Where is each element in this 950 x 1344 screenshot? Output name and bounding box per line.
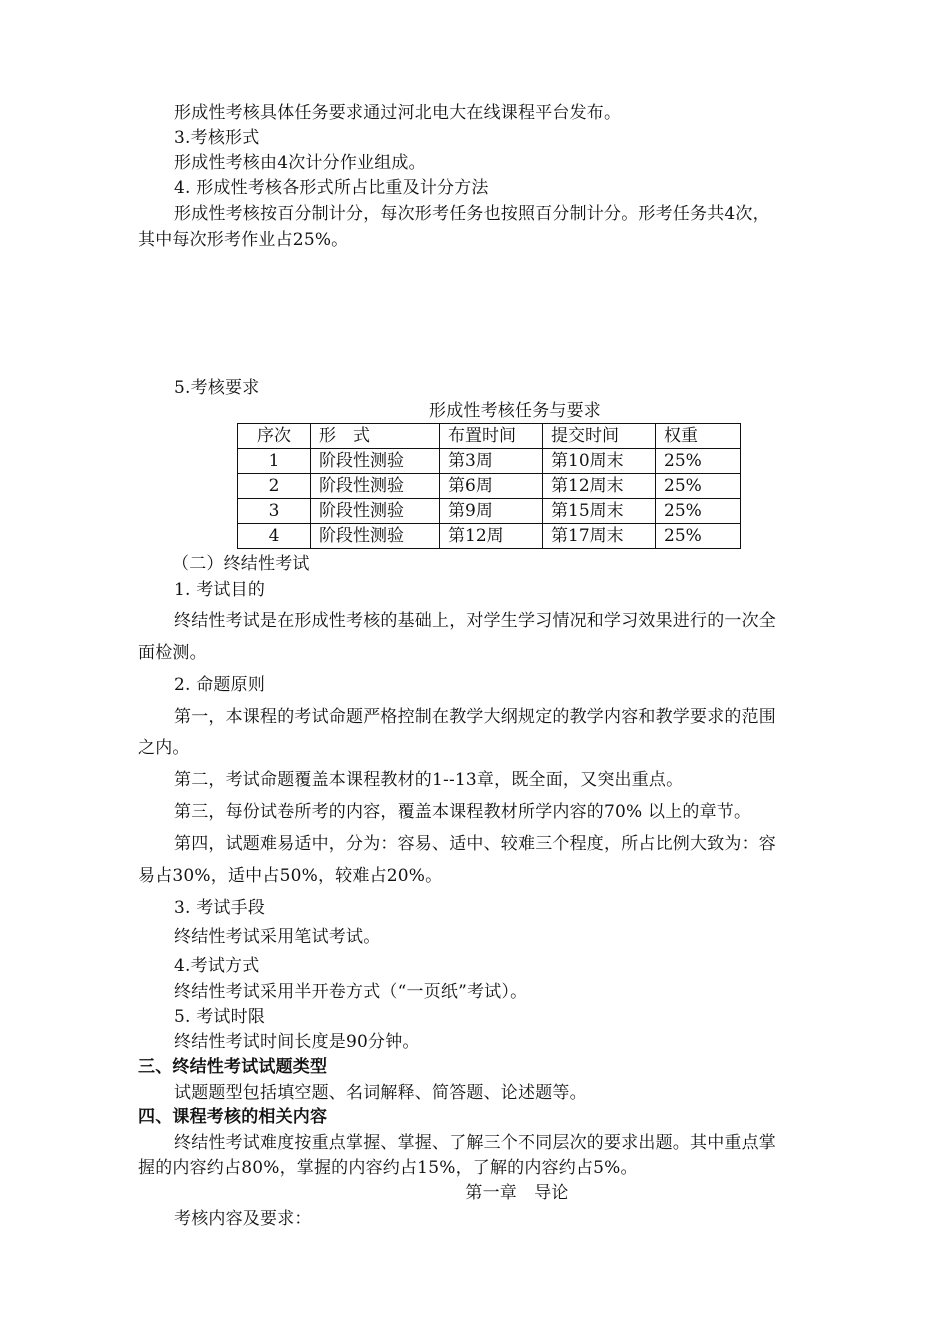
table-row [238,449,741,474]
chapter-subheading: 考核内容及要求： [174,1209,312,1229]
section-heading-related-content: 四、课程考核的相关内容 [138,1107,328,1127]
chapter-title: 第一章 导论 [465,1183,569,1203]
table-header-row [238,424,741,449]
text-line: 形成性考核按百分制计分，每次形考任务也按照百分制计分。形考任务共4次， [174,204,770,224]
table-cell: 阶段性测验 [311,499,440,524]
text-line: 第四，试题难易适中，分为：容易、适中、较难三个程度，所占比例大致为：容 [174,834,776,854]
table-cell: 第17周末 [543,524,656,549]
text-line: 终结性考试时间长度是90分钟。 [174,1032,420,1052]
subheading-exam-method: 4.考试方式 [174,956,260,976]
assessment-table [237,423,741,549]
text-line: 易占30%，适中占50%，较难占20%。 [138,866,443,886]
section-heading-final-exam: （二）终结性考试 [172,554,310,574]
subheading-exam-purpose: 1. 考试目的 [174,580,266,600]
table-cell: 第10周末 [543,449,656,474]
table-cell: 4 [238,524,311,549]
table-cell: 25% [656,449,741,474]
text-line: 第二，考试命题覆盖本课程教材的1--13章，既全面，又突出重点。 [174,770,684,790]
table-header-cell: 序次 [238,424,311,449]
table-cell: 第12周末 [543,474,656,499]
text-line: 终结性考试难度按重点掌握、掌握、了解三个不同层次的要求出题。其中重点掌 [174,1133,776,1153]
table-row [238,474,741,499]
text-line: 终结性考试是在形成性考核的基础上，对学生学习情况和学习效果进行的一次全 [174,611,776,631]
section-heading-question-types: 三、终结性考试试题类型 [138,1057,328,1077]
table-cell: 25% [656,524,741,549]
table-cell: 25% [656,499,741,524]
table-cell: 阶段性测验 [311,524,440,549]
text-line: 形成性考核由4次计分作业组成。 [174,153,426,173]
text-line: 试题题型包括填空题、名词解释、简答题、论述题等。 [174,1083,587,1103]
table-cell: 2 [238,474,311,499]
text-line: 终结性考试采用半开卷方式（“一页纸”考试）。 [174,982,528,1002]
table-header-cell: 布置时间 [440,424,543,449]
table-cell: 第15周末 [543,499,656,524]
table-cell: 3 [238,499,311,524]
table-header-cell: 提交时间 [543,424,656,449]
subheading-assessment-requirements: 5.考核要求 [174,378,260,398]
table-cell: 第6周 [440,474,543,499]
table-row [238,524,741,549]
text-line: 握的内容约占80%，掌握的内容约占15%，了解的内容约占5%。 [138,1158,638,1178]
text-line: 形成性考核具体任务要求通过河北电大在线课程平台发布。 [174,103,622,123]
subheading-weight-method: 4. 形成性考核各形式所占比重及计分方法 [174,178,489,198]
table-header-cell: 形 式 [311,424,440,449]
table-cell: 阶段性测验 [311,474,440,499]
table-cell: 第9周 [440,499,543,524]
text-line: 第三，每份试卷所考的内容，覆盖本课程教材所学内容的70% 以上的章节。 [174,802,752,822]
subheading-exam-duration: 5. 考试时限 [174,1007,266,1027]
table-cell: 第3周 [440,449,543,474]
table-cell: 阶段性测验 [311,449,440,474]
table-cell: 25% [656,474,741,499]
subheading-assessment-form: 3.考核形式 [174,128,260,148]
table-header-cell: 权重 [656,424,741,449]
text-line: 之内。 [138,738,190,758]
subheading-proposition-principles: 2. 命题原则 [174,675,266,695]
subheading-exam-means: 3. 考试手段 [174,898,266,918]
table-row [238,499,741,524]
text-line: 终结性考试采用笔试考试。 [174,927,381,947]
table-caption: 形成性考核任务与要求 [429,401,601,421]
text-line: 面检测。 [138,643,207,663]
table-cell: 第12周 [440,524,543,549]
text-line: 第一，本课程的考试命题严格控制在教学大纲规定的教学内容和教学要求的范围 [174,707,776,727]
text-line: 其中每次形考作业占25%。 [138,230,349,250]
table-cell: 1 [238,449,311,474]
